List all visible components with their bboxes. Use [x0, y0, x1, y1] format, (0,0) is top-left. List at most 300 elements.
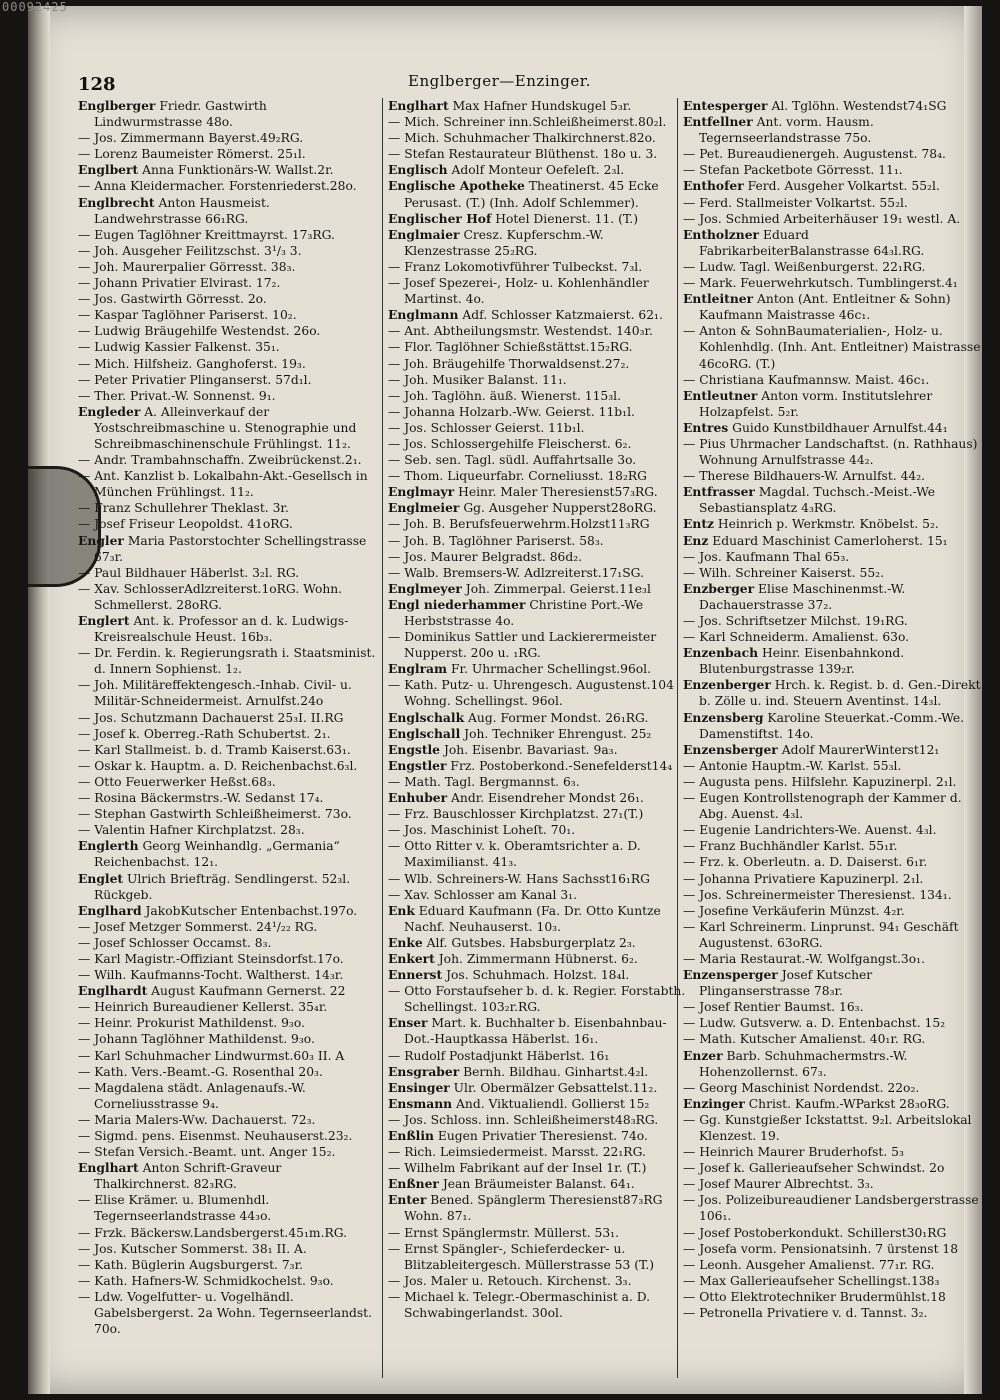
entry-details: — Karl Schneiderm. Amalienst. 63o. — [683, 630, 910, 645]
entry-details: — Rudolf Postadjunkt Häberlst. 16₁ — [388, 1048, 610, 1063]
entry-surname: Engleder — [78, 403, 141, 419]
entry-details: — Heinrich Maurer Bruderhofst. 5₃ — [683, 1145, 904, 1160]
directory-entry — [78, 452, 378, 468]
entry-details: Barb. Schuhmachermstrs.-W. Hohenzollernst. 67₃. — [699, 1048, 908, 1079]
directory-entry — [388, 130, 688, 146]
entry-details: — Math. Tagl. Bergmannst. 6₃. — [388, 774, 580, 789]
entry-details: — Ther. Privat.-W. Sonnenst. 9₁. — [78, 388, 276, 403]
entry-details: — Leonh. Ausgeher Amalienst. 77₁r. RG. — [683, 1257, 935, 1272]
entry-details: — Johann Privatier Elvirast. 17₂. — [78, 276, 281, 291]
entry-details: — Wilh. Kaufmanns-Tocht. Waltherst. 14₃r. — [78, 968, 344, 983]
directory-entry — [78, 758, 378, 774]
entry-details: — Jos. Schriftsetzer Milchst. 19₁RG. — [683, 614, 908, 628]
entry-details: — Heinr. Prokurist Mathildenst. 9₃o. — [78, 1016, 305, 1031]
entry-details: Heinrich p. Werkmstr. Knöbelst. 5₂. — [717, 517, 939, 532]
directory-entry — [683, 195, 982, 211]
entry-details: And. Viktualiendl. Gollierst 15₂ — [456, 1096, 650, 1111]
entry-details: — Maria Restaurat.-W. Wolfgangst.3o₁. — [683, 951, 925, 966]
entry-details: — Rich. Leimsiedermeist. Marsst. 22₁RG. — [388, 1145, 646, 1160]
entry-details: A. Alleinverkauf der Yostschreibmaschine u. Stenographie und Schreibmaschinenschule Frühlingst. 11₂. — [94, 404, 357, 451]
entry-details: — Stefan Versich.-Beamt. unt. Anger 15₂. — [78, 1145, 336, 1160]
directory-entry — [683, 565, 982, 581]
directory-entry — [78, 323, 378, 339]
entry-details: — Petronella Privatiere v. d. Tannst. 3₂. — [683, 1306, 928, 1321]
entry-details: — Josef Metzger Sommerst. 24¹/₂₂ RG. — [78, 919, 318, 934]
directory-entry — [388, 758, 688, 774]
entry-surname: Enser — [388, 1015, 428, 1031]
directory-entry — [388, 629, 688, 661]
entry-surname: Englhart — [78, 1160, 139, 1176]
directory-entry — [388, 677, 688, 709]
directory-entry — [683, 1192, 982, 1224]
entry-surname: Entfellner — [683, 114, 753, 130]
entry-details: Max Hafner Hundskugel 5₃r. — [452, 99, 632, 113]
directory-entry — [78, 98, 378, 130]
entry-details: — Joh. Taglöhn. äuß. Wienerst. 115₃l. — [388, 388, 622, 403]
directory-entry — [683, 645, 982, 677]
directory-entry — [388, 259, 688, 275]
entry-surname: Enßner — [388, 1176, 439, 1192]
entry-surname: Engstler — [388, 757, 447, 773]
directory-entry — [78, 178, 378, 194]
entry-details: Alf. Gutsbes. Habsburgerplatz 2₃. — [426, 935, 636, 950]
directory-entry — [78, 468, 378, 500]
directory-entry — [683, 1031, 982, 1047]
directory-entry — [78, 162, 378, 178]
directory-entry — [683, 1225, 982, 1241]
directory-entry — [683, 484, 982, 516]
entry-details: — Eugen Kontrollstenograph der Kammer d. Abg. Auenst. 4₃l. — [683, 791, 962, 822]
directory-entry — [78, 1257, 378, 1273]
entry-surname: Engl niederhammer — [388, 596, 526, 612]
directory-entry — [78, 742, 378, 758]
entry-details: Joh. Zimmerpal. Geierst.11e₃l — [465, 581, 651, 596]
entry-surname: Enke — [388, 934, 423, 950]
entry-details: — Josefa vorm. Pensionatsinh. 7 ürstenst 18 — [683, 1241, 959, 1256]
entry-details: Mart. k. Buchhalter b. Eisenbahnbau-Dot.-Hauptkassa Häberlst. 16₁. — [404, 1016, 667, 1047]
entry-details: Christine Port.-We Herbststrasse 4o. — [404, 597, 644, 628]
entry-surname: Enhuber — [388, 790, 448, 806]
entry-details: — Ludw. Tagl. Weißenburgerst. 22₁RG. — [683, 259, 926, 274]
directory-entry — [388, 806, 688, 822]
entry-details: — Frz. Bauschlosser Kirchplatzst. 27₁(T.) — [388, 807, 644, 822]
directory-entry — [388, 661, 688, 677]
entry-surname: Ensinger — [388, 1079, 450, 1095]
directory-entry — [78, 613, 378, 645]
directory-entry — [683, 227, 982, 259]
directory-entry — [388, 983, 688, 1015]
entry-surname: Enter — [388, 1192, 427, 1208]
entry-surname: Englhardt — [78, 983, 148, 999]
directory-entry — [683, 420, 982, 436]
entry-details: — Frzk. Bäckersw.Landsbergerst.45₁m.RG. — [78, 1225, 348, 1240]
entry-details: Anton Schrift-Graveur Thalkirchnerst. 82₃RG. — [94, 1161, 282, 1192]
directory-entry — [388, 500, 688, 516]
entry-surname: Ensmann — [388, 1095, 453, 1111]
entry-details: — Heinrich Bureaudiener Kellerst. 35₄r. — [78, 1000, 328, 1015]
entry-details: Heinr. Eisenbahnkond. Blutenburgstrasse 139₂r. — [699, 646, 905, 677]
directory-entry — [78, 146, 378, 162]
directory-entry — [78, 1048, 378, 1064]
entry-surname: Englmayr — [388, 484, 455, 500]
directory-entry — [78, 935, 378, 951]
directory-entry — [78, 581, 378, 613]
directory-entry — [388, 790, 688, 806]
entry-details: — Frz. k. Oberleutn. a. D. Daiserst. 6₁r. — [683, 855, 928, 870]
directory-entry — [78, 838, 378, 870]
entry-details: Ant. k. Professor an d. k. Ludwigs-Kreisrealschule Heust. 16b₃. — [94, 614, 349, 645]
directory-entry — [683, 710, 982, 742]
entry-details: — Elise Krämer. u. Blumenhdl. Tegernseerlandstrasse 44₃o. — [78, 1193, 272, 1224]
entry-details: Hotel Dienerst. 11. (T.) — [495, 211, 638, 226]
entry-surname: Englischer Hof — [388, 210, 492, 226]
directory-entry — [388, 1080, 688, 1096]
entry-surname: Entz — [683, 516, 714, 532]
entry-details: — Kath. Hafners-W. Schmidkochelst. 9₃o. — [78, 1273, 334, 1288]
directory-entry — [683, 871, 982, 887]
entry-details: — Josef Rentier Baumst. 16₃. — [683, 1000, 864, 1015]
directory-entry — [78, 903, 378, 919]
entry-details: — Jos. Schmied Arbeiterhäuser 19₁ westl. A. — [683, 211, 961, 226]
entry-details: Magdal. Tuchsch.-Meist.-We Sebastiansplatz 4₃RG. — [699, 485, 936, 516]
directory-entry — [388, 887, 688, 903]
entry-details: — Mark. Feuerwehrkutsch. Tumblingerst.4₁ — [683, 276, 958, 291]
directory-entry — [683, 1176, 982, 1192]
directory-entry — [388, 871, 688, 887]
entry-surname: Enßlin — [388, 1128, 434, 1143]
entry-details: Jos. Schuhmach. Holzst. 18₄l. — [446, 968, 630, 983]
entry-details: — Xav. Schlosser am Kanal 3₁. — [388, 887, 578, 902]
directory-entry — [78, 243, 378, 259]
entry-surname: Englet — [78, 870, 124, 886]
directory-entry — [78, 1128, 378, 1144]
directory-entry — [388, 1128, 688, 1144]
entry-details: — Jos. Kutscher Sommerst. 38₁ II. A. — [78, 1241, 307, 1256]
directory-entry — [78, 130, 378, 146]
directory-entry — [683, 999, 982, 1015]
directory-entry — [78, 307, 378, 323]
entry-details: — Mich. Schreiner inn.Schleißheimerst.80₂l. — [388, 115, 667, 130]
entry-details: — Jos. Zimmermann Bayerst.49₂RG. — [78, 131, 304, 146]
directory-entry — [388, 372, 688, 388]
entry-details: — Gg. Kunstgießer Ickstattst. 9₂l. Arbeitslokal Klenzest. 19. — [683, 1112, 972, 1143]
entry-details: — Oskar k. Hauptm. a. D. Reichenbachst.6₃l. — [78, 758, 358, 773]
entry-details: — Walb. Bremsers-W. Adlzreiterst.17₁SG. — [388, 565, 644, 580]
entry-details: — Ernst Spängler-, Schieferdecker- u. Blitzableitergesch. Müllerstrasse 53 (T.) — [388, 1241, 655, 1272]
entry-details: Aug. Former Mondst. 26₁RG. — [468, 710, 649, 725]
directory-entry — [683, 114, 982, 146]
entry-details: — Johanna Holzarb.-Ww. Geierst. 11b₁l. — [388, 404, 635, 419]
entry-details: — Stefan Restaurateur Blüthenst. 18o u. 3. — [388, 147, 658, 162]
entry-surname: Enk — [388, 902, 415, 918]
directory-entry — [388, 211, 688, 227]
directory-entry — [78, 372, 378, 388]
entry-details: — Jos. Schutzmann Dachauerst 25₃I. II.RG — [78, 710, 344, 725]
directory-entry — [388, 484, 688, 500]
directory-entry — [78, 533, 378, 565]
entry-details: — Georg Maschinist Nordendst. 22o₂. — [683, 1080, 920, 1095]
entry-details: — Josef Postoberkondukt. Schillerst30₁RG — [683, 1225, 947, 1240]
entry-details: — Karl Magistr.-Offiziant Steinsdorfst.17o. — [78, 951, 344, 966]
entry-surname: Englhart — [388, 98, 449, 113]
entry-details: — Kath. Vers.-Beamt.-G. Rosenthal 20₃. — [78, 1064, 323, 1079]
directory-entry — [388, 903, 688, 935]
entry-details: Eugen Privatier Theresienst. 74o. — [437, 1129, 648, 1143]
directory-entry — [78, 790, 378, 806]
entry-details: — Wilhelm Fabrikant auf der Insel 1r. (T.) — [388, 1161, 647, 1176]
entry-details: — Kath. Putz- u. Uhrengesch. Augustenst.104 Wohng. Schellingst. 96ol. — [388, 678, 674, 709]
entry-surname: Englberger — [78, 98, 156, 113]
entry-surname: Englbrecht — [78, 194, 155, 210]
entry-details: — Jos. Maler u. Retouch. Kirchenst. 3₃. — [388, 1273, 632, 1288]
entry-details: Adf. Schlosser Katzmaierst. 62₁. — [462, 308, 663, 323]
entry-details: Christ. Kaufm.-WParkst 28₃oRG. — [748, 1096, 950, 1111]
directory-entry — [388, 388, 688, 404]
directory-entry — [683, 967, 982, 999]
entry-details: — Otto Forstaufseher b. d. k. Regier. Forstabth. Schellingst. 103₂r.RG. — [388, 984, 686, 1015]
directory-entry — [78, 871, 378, 903]
entry-details: Cresz. Kupferschm.-W. Klenzestrasse 25₂RG. — [404, 227, 604, 258]
entry-details: — Joh. Bräugehilfe Thorwaldsenst.27₂. — [388, 356, 630, 371]
entry-details: — Josef Schlosser Occamst. 8₃. — [78, 935, 272, 950]
directory-entry — [683, 468, 982, 484]
directory-entry — [683, 1241, 982, 1257]
entry-details: Heinr. Maler Theresienst57₃RG. — [458, 485, 658, 500]
entry-details: Eduard Maschinist Camerloherst. 15₁ — [712, 533, 948, 548]
entry-details: — Maria Malers-Ww. Dachauerst. 72₃. — [78, 1112, 316, 1127]
entry-surname: Entres — [683, 419, 729, 435]
entry-details: — Andr. Trambahnschaffn. Zweibrückenst.2₁. — [78, 453, 362, 468]
directory-entry — [683, 1048, 982, 1080]
entry-details: — Eugen Taglöhner Kreittmayrst. 17₃RG. — [78, 227, 335, 242]
entry-details: Adolf Monteur Oefeleſt. 2₃l. — [451, 163, 625, 178]
entry-surname: Entholzner — [683, 226, 760, 242]
entry-details: — Valentin Hafner Kirchplatzst. 28₃. — [78, 823, 305, 838]
entry-surname: Enzenbach — [683, 645, 759, 661]
directory-entry — [78, 822, 378, 838]
directory-entry — [388, 452, 688, 468]
entry-details: — Franz Buchhändler Karlst. 55₁r. — [683, 839, 898, 854]
directory-entry — [388, 838, 688, 870]
directory-entry — [388, 178, 688, 210]
directory-entry — [683, 887, 982, 903]
entry-details: — Joh. B. Berufsfeuerwehrm.Holzst11₃RG — [388, 517, 650, 532]
directory-entry — [683, 98, 982, 114]
directory-entry — [78, 1064, 378, 1080]
directory-entry — [683, 516, 982, 532]
directory-entry — [388, 774, 688, 790]
entry-details: Friedr. Gastwirth Lindwurmstrasse 48o. — [94, 99, 267, 130]
entry-details: — Sigmd. pens. Eisenmst. Neuhauserst.23₂. — [78, 1129, 353, 1143]
entry-details: Theatinerst. 45 Ecke Perusast. (T.) (Inh. Adolf Schlemmer). — [404, 179, 659, 210]
directory-entry — [388, 468, 688, 484]
directory-entry — [683, 613, 982, 629]
directory-entry — [78, 1080, 378, 1112]
directory-entry — [683, 838, 982, 854]
directory-entry — [683, 1144, 982, 1160]
entry-surname: Englmeyer — [388, 580, 462, 596]
entry-surname: Entleitner — [683, 291, 754, 307]
directory-entry — [388, 549, 688, 565]
entry-surname: Entfrasser — [683, 484, 755, 500]
directory-entry — [388, 565, 688, 581]
entry-details: — Stefan Packetbote Görresst. 11₁. — [683, 163, 903, 178]
directory-entry — [388, 436, 688, 452]
entry-details: Ant. vorm. Hausm. Tegernseerlandstrasse 75o. — [699, 115, 874, 146]
directory-entry — [78, 806, 378, 822]
entry-surname: Englmann — [388, 307, 459, 323]
entry-details: Georg Weinhandlg. „Germania“ Reichenbachst. 12₁. — [94, 839, 340, 870]
directory-entry — [78, 1160, 378, 1192]
directory-entry — [683, 1160, 982, 1176]
entry-details: — Antonie Hauptm.-W. Karlst. 55₃l. — [683, 758, 902, 773]
entry-details: — Ernst Spänglermstr. Müllerst. 53₁. — [388, 1225, 619, 1240]
directory-entry — [683, 581, 982, 613]
directory-entry — [683, 275, 982, 291]
entry-details: — Jos. Schlossergehilfe Fleischerst. 6₂. — [388, 436, 632, 451]
entry-details: — Otto Ritter v. k. Oberamtsrichter a. D. Maximilianst. 41₃. — [388, 839, 641, 870]
directory-entry — [388, 1096, 688, 1112]
directory-column-1 — [78, 98, 378, 1337]
directory-entry — [683, 533, 982, 549]
entry-details: — Karl Schreinerm. Linprunst. 94₁ Geschäft Augustenst. 63oRG. — [683, 919, 959, 950]
directory-entry — [683, 1273, 982, 1289]
directory-entry — [388, 742, 688, 758]
book-binding-shadow — [28, 6, 50, 1394]
entry-surname: Enzberger — [683, 580, 755, 596]
directory-entry — [78, 1112, 378, 1128]
entry-details: — Jos. Schreinermeister Theresienst. 134₁. — [683, 887, 952, 902]
entry-details: — Joh. Musiker Balanst. 11₁. — [388, 372, 567, 387]
entry-details: — Ldw. Vogelfutter- u. Vogelhändl. Gabelsbergerst. 2a Wohn. Tegernseerlandst. 70o. — [78, 1289, 373, 1337]
entry-surname: Enzensperger — [683, 967, 778, 983]
entry-details: — Johanna Privatiere Kapuzinerpl. 2₁l. — [683, 871, 924, 886]
entry-details: Gg. Ausgeher Nupperst28oRG. — [463, 501, 657, 516]
directory-entry — [388, 1225, 688, 1241]
entry-details: — Peter Privatier Plinganserst. 57d₁l. — [78, 372, 312, 387]
directory-entry — [388, 1192, 688, 1224]
entry-details: — Otto Feuerwerker Heßst.68₃. — [78, 774, 276, 789]
directory-entry — [78, 227, 378, 243]
directory-entry — [78, 999, 378, 1015]
entry-details: — Jos. Gastwirth Görresst. 2o. — [78, 292, 267, 307]
directory-entry — [683, 178, 982, 194]
entry-details: — Math. Kutscher Amalienst. 40₁r. RG. — [683, 1032, 926, 1047]
directory-entry — [683, 162, 982, 178]
entry-details: Andr. Eisendreher Mondst 26₁. — [451, 791, 644, 806]
entry-details: — Paul Bildhauer Häberlst. 3₂l. RG. — [78, 565, 300, 580]
directory-entry — [683, 1015, 982, 1031]
entry-details: — Xav. SchlosserAdlzreiterst.1oRG. Wohn. Schmellerst. 28oRG. — [78, 581, 343, 612]
entry-details: Anton Hausmeist. Landwehrstrasse 66₁RG. — [94, 195, 270, 226]
directory-entry — [388, 726, 688, 742]
entry-details: — Christiana Kaufmannsw. Maist. 46c₁. — [683, 372, 930, 387]
entry-details: — Stephan Gastwirth Schleißheimerst. 73o. — [78, 807, 352, 822]
entry-surname: Entesperger — [683, 98, 768, 113]
directory-entry — [683, 1112, 982, 1144]
directory-entry — [683, 549, 982, 565]
entry-details: Al. Tglöhn. Westendst74₁SG — [771, 99, 947, 113]
directory-entry — [388, 339, 688, 355]
directory-column-2 — [388, 98, 688, 1321]
entry-details: — Kaspar Taglöhner Pariserst. 10₂. — [78, 308, 297, 323]
entry-details: — Jos. Polizeibureaudiener Landsbergerstrasse 106₁. — [683, 1193, 979, 1224]
entry-details: Ulr. Obermälzer Gebsattelst.11₂. — [453, 1080, 658, 1095]
directory-entry — [388, 1241, 688, 1273]
entry-details: Bened. Spänglerm Theresienst87₃RG Wohn. 87₁. — [404, 1193, 663, 1224]
directory-entry — [683, 822, 982, 838]
entry-details: Bernh. Bildhau. Ginhartst.4₂l. — [463, 1064, 649, 1079]
entry-surname: Ensgraber — [388, 1063, 460, 1079]
entry-surname: Enzenberger — [683, 677, 771, 693]
entry-details: — Augusta pens. Hilfslehr. Kapuzinerpl. 2₁l. — [683, 774, 957, 789]
directory-entry — [78, 291, 378, 307]
directory-entry — [78, 259, 378, 275]
directory-entry — [388, 597, 688, 629]
directory-entry — [388, 1112, 688, 1128]
entry-details: — Josef Friseur Leopoldst. 41oRG. — [78, 517, 293, 532]
directory-entry — [388, 275, 688, 307]
entry-details: Joh. Zimmermann Hübnerst. 6₂. — [438, 951, 638, 966]
entry-details: — Ant. Abtheilungsmstr. Westendst. 140₃r. — [388, 324, 653, 339]
entry-details: — Joh. B. Taglöhner Pariserst. 58₃. — [388, 533, 604, 548]
entry-surname: Englmeier — [388, 500, 460, 516]
directory-entry — [78, 967, 378, 983]
entry-details: — Jos. Maurer Belgradst. 86d₂. — [388, 549, 583, 564]
directory-entry — [388, 1064, 688, 1080]
directory-entry — [683, 677, 982, 709]
directory-entry — [683, 629, 982, 645]
directory-entry — [683, 259, 982, 275]
column-divider — [382, 98, 383, 1378]
entry-details: Adolf MaurerWinterst12₁ — [781, 742, 940, 757]
directory-entry — [388, 1160, 688, 1176]
entry-details: Frz. Postoberkond.-Senefelderst14₄ — [450, 758, 673, 773]
directory-entry — [388, 98, 688, 114]
directory-entry — [78, 1289, 378, 1337]
entry-surname: Engstle — [388, 741, 441, 757]
directory-entry — [388, 516, 688, 532]
directory-entry — [78, 919, 378, 935]
entry-details: — Josef Maurer Albrechtst. 3₃. — [683, 1177, 874, 1192]
directory-entry — [78, 983, 378, 999]
entry-surname: Englerth — [78, 838, 139, 854]
directory-entry — [683, 919, 982, 951]
directory-entry — [683, 790, 982, 822]
entry-surname: Enz — [683, 532, 709, 548]
entry-details: Anton vorm. Institutslehrer Holzapfelst. 5₂r. — [699, 388, 933, 419]
entry-details: — Anna Kleidermacher. Forstenriederst.28o. — [78, 179, 357, 194]
entry-details: — Rosina Bäckermstrs.-W. Sedanst 17₄. — [78, 791, 324, 806]
directory-entry — [78, 1192, 378, 1224]
entry-details: August Kaufmann Gernerst. 22 — [151, 984, 346, 999]
entry-details: Guido Kunstbildhauer Arnulfst.44₁ — [732, 420, 948, 435]
scan-id: 00092425 — [2, 0, 68, 14]
directory-entry — [78, 951, 378, 967]
entry-surname: Englschall — [388, 725, 461, 741]
entry-surname: Englram — [388, 661, 448, 677]
entry-surname: Engler — [78, 532, 124, 548]
entry-details: Anton (Ant. Entleitner & Sohn) Kaufmann Maistrasse 46c₁. — [699, 292, 951, 323]
directory-entry — [388, 1144, 688, 1160]
entry-details: Ferd. Ausgeher Volkartst. 55₂l. — [747, 179, 940, 194]
entry-surname: Englische Apotheke — [388, 178, 525, 194]
directory-entry — [78, 516, 378, 532]
entry-details: — Josefine Verkäuferin Münzst. 4₂r. — [683, 903, 905, 918]
entry-details: — Mich. Hilfsheiz. Ganghoferst. 19₃. — [78, 356, 306, 371]
directory-entry — [78, 645, 378, 677]
entry-details: — Anton & SohnBaumaterialien-, Holz- u. Kohlenhdlg. (Inh. Ant. Entleitner) Maistrasse 46coRG. (T.) — [683, 324, 981, 371]
